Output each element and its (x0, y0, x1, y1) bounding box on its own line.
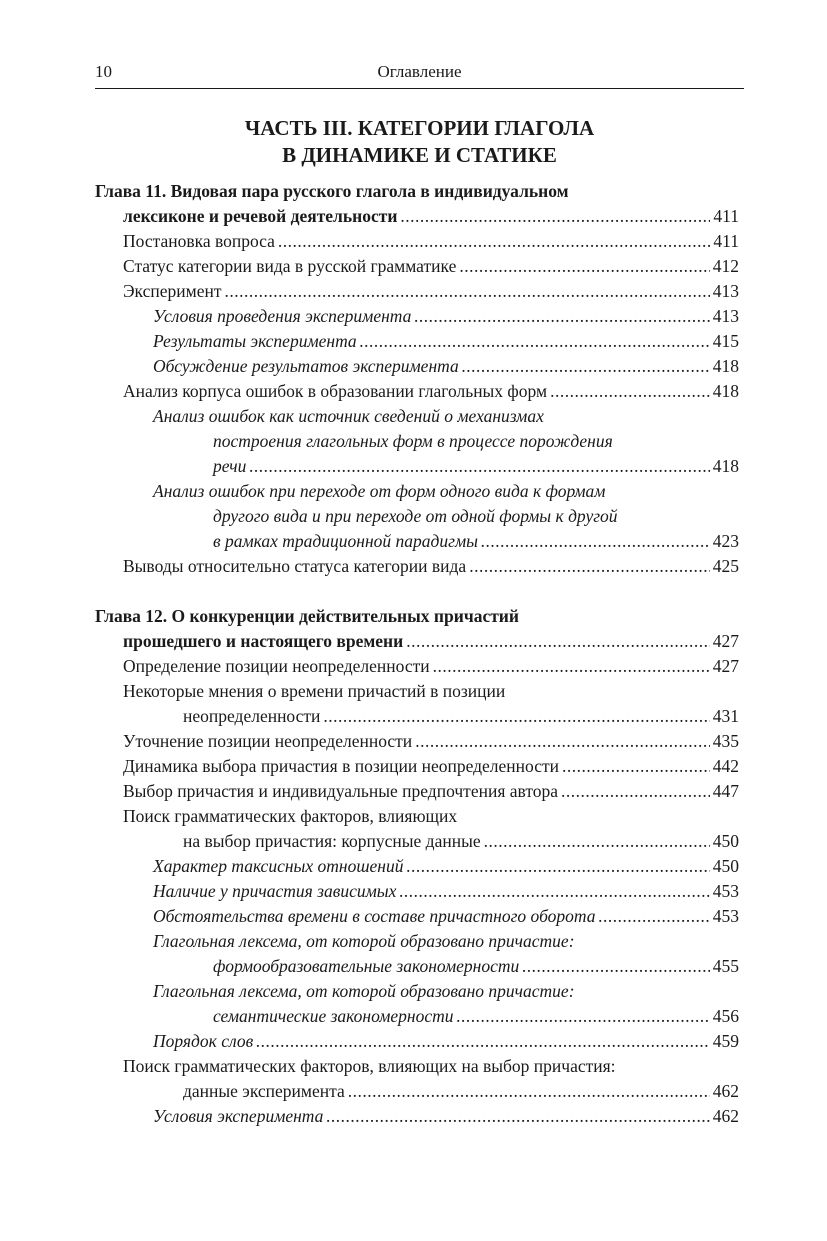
entry-title: Наличие у причастия зависимых (153, 881, 397, 901)
toc-entry (123, 554, 739, 579)
page-ref: 447 (712, 781, 739, 801)
toc-subentry (153, 879, 739, 904)
leader-dots (414, 304, 709, 329)
entry-title: Статус категории вида в русской грамматике (123, 256, 457, 276)
page-ref: 418 (712, 456, 739, 476)
entry-title: на выбор причастия: корпусные данные (183, 831, 481, 851)
leader-dots (415, 729, 710, 754)
page-ref: 453 (712, 906, 739, 926)
toc-subentry (153, 904, 739, 929)
chapter-11-entry (123, 204, 739, 229)
page-ref: 456 (712, 1006, 739, 1026)
toc-subentry (153, 354, 739, 379)
toc-subentry (153, 1029, 739, 1054)
running-title: Оглавление (377, 62, 462, 81)
chapter-12-entry (123, 629, 739, 654)
entry-title: Уточнение позиции неопределенности (123, 731, 413, 751)
page-ref: 418 (712, 381, 739, 401)
toc-subentry-line: другого вида и при переходе от одной формы к другой (213, 506, 618, 526)
toc-entry-line: Некоторые мнения о времени причастий в позиции (123, 681, 506, 701)
page-ref: 412 (712, 256, 739, 276)
page-ref: 431 (712, 706, 739, 726)
entry-title: данные эксперимента (183, 1081, 345, 1101)
toc-subentry (213, 529, 739, 554)
toc-entry (123, 779, 739, 804)
entry-title: Характер таксисных отношений (153, 856, 404, 876)
chapter-11-heading-cont: лексиконе и речевой деятельности (123, 206, 398, 226)
page-ref: 413 (712, 281, 739, 301)
leader-dots (348, 1079, 710, 1104)
leader-dots (406, 629, 710, 654)
toc-entry-line: Поиск грамматических факторов, влияющих на выбор причастия: (123, 1056, 616, 1076)
entry-title: Обстоятельства времени в составе причастного оборота (153, 906, 596, 926)
leader-dots (550, 379, 710, 404)
toc-entry-line: Поиск грамматических факторов, влияющих (123, 806, 458, 826)
page-ref: 455 (712, 956, 739, 976)
leader-dots (599, 904, 710, 929)
toc-subentry (153, 1104, 739, 1129)
page-ref: 450 (712, 856, 739, 876)
leader-dots (407, 854, 710, 879)
part-title-line-1: ЧАСТЬ III. КАТЕГОРИИ ГЛАГОЛА (244, 116, 595, 140)
entry-title: формообразовательные закономерности (213, 956, 520, 976)
leader-dots (256, 1029, 710, 1054)
leader-dots (225, 279, 710, 304)
toc-entry (123, 654, 739, 679)
leader-dots (484, 829, 710, 854)
page-ref: 450 (712, 831, 739, 851)
leader-dots (399, 879, 709, 904)
page-number: 10 (95, 62, 112, 81)
leader-dots (456, 1004, 709, 1029)
toc-entry (183, 829, 739, 854)
toc-subentry (213, 1004, 739, 1029)
entry-title: Определение позиции неопределенности (123, 656, 430, 676)
page-ref: 427 (712, 656, 739, 676)
leader-dots (323, 704, 709, 729)
toc-entry (123, 754, 739, 779)
toc-entry (123, 229, 739, 254)
page-ref: 418 (712, 356, 739, 376)
part-title-line-2: В ДИНАМИКЕ И СТАТИКЕ (282, 143, 557, 167)
entry-title: Выводы относительно статуса категории вида (123, 556, 467, 576)
toc-subentry-line: Глагольная лексема, от которой образовано причастие: (153, 981, 575, 1001)
entry-title: Анализ корпуса ошибок в образовании глагольных форм (123, 381, 548, 401)
leader-dots (562, 754, 710, 779)
toc-entry (123, 279, 739, 304)
toc-subentry-line: построения глагольных форм в процессе порождения (213, 431, 613, 451)
chapter-12-heading: Глава 12. О конкуренции действительных причастий (95, 606, 519, 626)
toc-subentry-line: Глагольная лексема, от которой образовано причастие: (153, 931, 575, 951)
entry-title: Эксперимент (123, 281, 222, 301)
page-ref: 411 (713, 206, 739, 226)
toc-subentry (213, 954, 739, 979)
entry-title: семантические закономерности (213, 1006, 454, 1026)
leader-dots (278, 229, 710, 254)
leader-dots (326, 1104, 709, 1129)
page-ref: 453 (712, 881, 739, 901)
leader-dots (469, 554, 710, 579)
toc-entry (123, 379, 739, 404)
running-header (95, 60, 744, 89)
toc-subentry-line: Анализ ошибок как источник сведений о механизмах (153, 406, 544, 426)
page-ref: 413 (712, 306, 739, 326)
entry-title: Условия эксперимента (153, 1106, 324, 1126)
entry-title: Условия проведения эксперимента (153, 306, 412, 326)
toc-entry (123, 254, 739, 279)
leader-dots (561, 779, 710, 804)
page-ref: 423 (712, 531, 739, 551)
page-ref: 427 (712, 631, 739, 651)
entry-title: Выбор причастия и индивидуальные предпочтения автора (123, 781, 559, 801)
entry-title: в рамках традиционной парадигмы (213, 531, 478, 551)
leader-dots (459, 254, 709, 279)
entry-title: Постановка вопроса (123, 231, 275, 251)
page-ref: 411 (713, 231, 739, 251)
entry-title: речи (213, 456, 247, 476)
leader-dots (522, 954, 709, 979)
toc-entry (123, 729, 739, 754)
leader-dots (249, 454, 709, 479)
page-ref: 442 (712, 756, 739, 776)
chapter-11-heading: Глава 11. Видовая пара русского глагола в индивидуальном (95, 181, 569, 201)
page-ref: 459 (712, 1031, 739, 1051)
toc-entry (183, 1079, 739, 1104)
entry-title: Результаты эксперимента (153, 331, 357, 351)
page-ref: 462 (712, 1081, 739, 1101)
page-ref: 425 (712, 556, 739, 576)
leader-dots (360, 329, 710, 354)
entry-title: неопределенности (183, 706, 321, 726)
entry-title: Обсуждение результатов эксперимента (153, 356, 459, 376)
toc-subentry (153, 329, 739, 354)
leader-dots (400, 204, 710, 229)
entry-title: Динамика выбора причастия в позиции неопределенности (123, 756, 559, 776)
page-ref: 435 (712, 731, 739, 751)
toc-subentry (153, 854, 739, 879)
page-ref: 462 (712, 1106, 739, 1126)
entry-title: Порядок слов (153, 1031, 254, 1051)
toc-subentry-line: Анализ ошибок при переходе от форм одного вида к формам (153, 481, 606, 501)
toc-subentry (153, 304, 739, 329)
page-ref: 415 (712, 331, 739, 351)
toc-entry (183, 704, 739, 729)
leader-dots (462, 354, 710, 379)
leader-dots (481, 529, 710, 554)
leader-dots (433, 654, 710, 679)
chapter-12-heading-cont: прошедшего и настоящего времени (123, 631, 404, 651)
toc-subentry (213, 454, 739, 479)
